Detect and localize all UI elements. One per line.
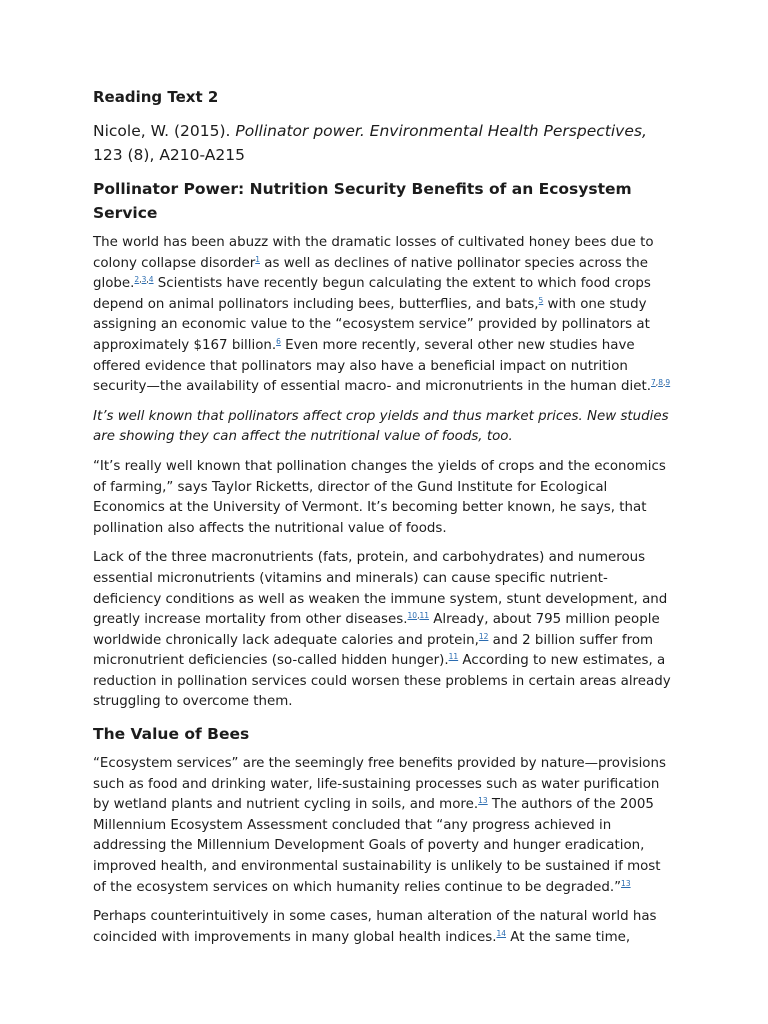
text-segment: The world has been abuzz with the dramatic losses of cultivated honey bees due to colony collapse disorder <box>93 235 654 271</box>
footnote-ref-11[interactable]: 11 <box>419 611 429 621</box>
text-segment: The authors of the 2005 Millennium Ecosystem Assessment concluded that “any progress achieved in addressing the Millennium Development Goals of poverty and hunger eradication, improved health, and environmental sustainability is unlikely to be sustained if most of the ecosystem services on which humanity relies continue to be degraded.” <box>93 797 661 895</box>
text-segment: Perhaps counterintuitively in some cases, human alteration of the natural world has coincided with improvements in many global health indices. <box>93 909 657 945</box>
text-segment: as well as declines of native pollinator species across the globe. <box>93 255 648 292</box>
section-heading-value-of-bees: The Value of Bees <box>93 725 250 744</box>
citation-volume-pages: 123 (8), A210-A215 <box>93 146 245 164</box>
footnote-ref-13[interactable]: 13 <box>621 878 631 888</box>
footnote-separator: , <box>146 275 149 285</box>
footnote-ref-10[interactable]: 10 <box>407 611 418 621</box>
text-segment: Even more recently, several other new studies have offered evidence that pollinators may also have a beneficial impact on nutrition security—the availability of essential macro- and micronutrients in the human diet. <box>93 337 652 395</box>
text-segment: According to new estimates, a reduction in pollination services could worsen these problems in certain areas already struggling to overcome them. <box>93 653 671 710</box>
text-segment: Already, about 795 million people worldwide chronically lack adequate calories and protein, <box>93 612 660 648</box>
paragraph-nutrients <box>93 548 676 713</box>
footnote-ref-8[interactable]: 8 <box>658 378 663 388</box>
citation-authors-year: Nicole, W. (2015). <box>93 122 236 140</box>
footnote-separator: , <box>417 611 420 621</box>
citation <box>93 119 676 167</box>
footnote-ref-5[interactable]: 5 <box>538 295 544 305</box>
footnote-ref-1[interactable]: 1 <box>255 254 260 264</box>
text-segment: “Ecosystem services” are the seemingly free benefits provided by nature—provisions such as food and drinking water, life-sustaining processes such as water purification by wetland plants and nutrient cycling in soils, and more. <box>93 756 666 813</box>
footnote-ref-7[interactable]: 7 <box>651 378 656 388</box>
article-page <box>93 86 676 957</box>
article-deck: It’s well known that pollinators affect crop yields and thus market prices. New studies are showing they can affect the nutritional value of foods, too. <box>93 408 669 445</box>
text-segment: Lack of the three macronutrients (fats, protein, and carbohydrates) and numerous essential micronutrients (vitamins and minerals) can cause specific nutrient-deficiency conditions as well as weaken the immune system, stunt development, and greatly increase mortality from other diseases. <box>93 550 668 628</box>
footnote-separator: , <box>655 378 659 388</box>
paragraph-intro <box>93 233 676 398</box>
text-segment: and 2 billion suffer from micronutrient deficiencies (so-called hidden hunger). <box>93 632 654 669</box>
footnote-ref-12[interactable]: 12 <box>478 631 489 641</box>
footnote-separator: , <box>662 378 666 388</box>
footnote-separator: , <box>139 275 142 285</box>
citation-title-journal: Pollinator power. Environmental Health Perspectives, <box>235 122 647 140</box>
footnote-ref-13[interactable]: 13 <box>478 796 488 806</box>
footnote-ref-3[interactable]: 3 <box>141 275 147 285</box>
text-segment: At the same time, <box>506 929 631 945</box>
footnote-ref-14[interactable]: 14 <box>496 928 507 938</box>
footnote-ref-2[interactable]: 2 <box>134 275 140 285</box>
footnote-ref-4[interactable]: 4 <box>148 275 154 285</box>
footnote-ref-6[interactable]: 6 <box>276 336 281 346</box>
footnote-ref-9[interactable]: 9 <box>665 378 671 388</box>
reading-text-label: Reading Text 2 <box>93 88 219 106</box>
article-title: Pollinator Power: Nutrition Security Benefits of an Ecosystem Service <box>93 180 632 222</box>
paragraph-ecosystem-services <box>93 754 676 898</box>
paragraph-ricketts-quote: “It’s really well known that pollination changes the yields of crops and the economics of farming,” says Taylor Ricketts, director of the Gund Institute for Ecological Economics at the University of Vermont. It’s becoming better known, he says, that pollination also affects the nutritional value of foods. <box>93 458 666 536</box>
paragraph-health-indices <box>93 907 676 948</box>
text-segment: Scientists have recently begun calculating the extent to which food crops depend on animal pollinators including bees, butterflies, and bats, <box>93 276 651 312</box>
text-segment: with one study assigning an economic value to the “ecosystem service” provided by pollinators at approximately $167 billion. <box>93 296 650 353</box>
footnote-ref-11[interactable]: 11 <box>448 652 459 662</box>
